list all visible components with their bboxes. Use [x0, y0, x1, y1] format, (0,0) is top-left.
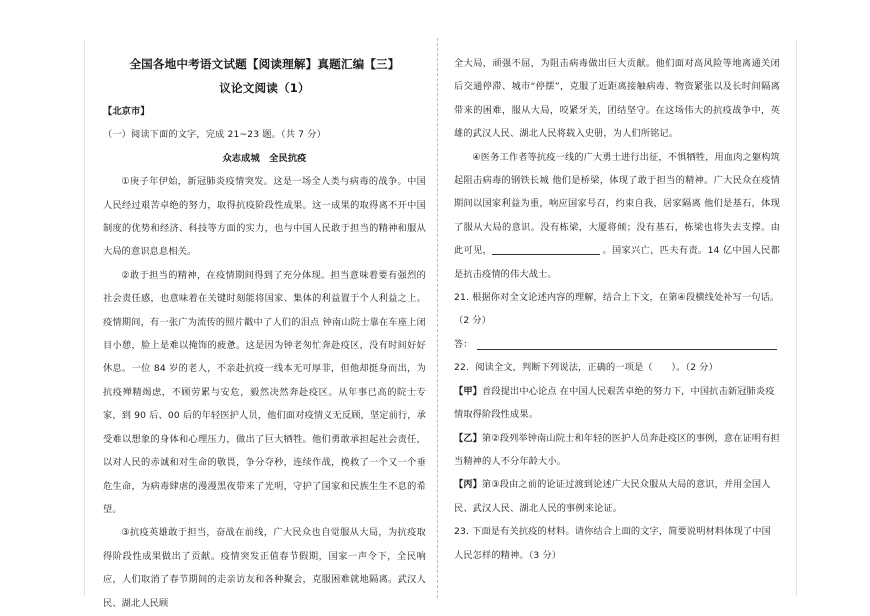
option-b — [454, 427, 780, 474]
answer-label: 答： — [454, 338, 473, 350]
paragraph-4-text: ④医务工作者等抗疫一线的广大勇士进行出征，不惧牺牲，用血肉之躯构筑起阻击病毒的钢铁长城 他们是桥梁，体现了敢于担当的精神。广大民众在疫情期间以国家利益为重，响应国家号召，约束自我，居家隔离 他们是基石，体现了服从大局的意识。没有栋梁，大厦将倾；没有基石，栋梁也将失去支撑。由此可见， — [454, 151, 780, 257]
left-binding-margin — [84, 40, 85, 595]
article-paragraph-3-continued: 全大局，顽强不屈，为阻击病毒做出巨大贡献。他们面对高风险等地离通关闭后交通停滞、城市“停摆”，克服了近距离接触病毒、物资紧张以及长时间隔离带来的困难，服从大局，咬紧牙关，团结坚守。在这场伟大的抗疫战争中，英雄的武汉人民、湖北人民将载入史册，为人们所铭记。 — [454, 58, 780, 140]
paragraph-4-ending: 。国家兴亡，匹夫有责。14 亿中国人民都是抗击疫情的伟大战士。 — [454, 245, 780, 280]
option-a-tag: 【甲】 — [454, 385, 483, 397]
option-b-tag: 【乙】 — [454, 432, 483, 444]
column-divider — [437, 38, 438, 598]
question-23: 23. 下面是有关抗疫的材料。请你结合上面的文字，简要说明材料体现了中国人民怎样的精神。（3 分） — [454, 526, 771, 561]
right-column — [454, 52, 780, 567]
left-column — [103, 52, 426, 615]
option-c-tag: 【丙】 — [454, 479, 483, 491]
document-subtitle: 议论文阅读（1） — [219, 81, 310, 95]
reading-instruction: （一）阅读下面的文字，完成 21~23 题。（共 7 分） — [103, 129, 326, 141]
article-paragraph-2: ②敢于担当的精神，在疫情期间得到了充分体现。担当意味着要有强烈的社会责任感，也意味着在关键时刻能将国家、集体的利益置于个人利益之上。疫情期间，有一张广为流传的照片戳中了人们的泪点 钟南山院士靠在车座上闭目小憩，脸上是难以掩饰的疲惫。这是因为钟老匆忙奔赴疫区，没有时间好好休息。一位 84 岁的老人，不亲赴抗疫一线本无可厚非，但他却挺身而出，为抗疫殚精竭虑，不顾劳累与安危，毅然决然奔赴疫区。从年事已高的院士专家，到 90 后、00 后的年轻医护人员，他们面对疫情义无反顾，坚定前行，承受难以想象的身体和心理压力，做出了巨大牺牲。他们勇敢承担起社会责任，以对人民的赤诚和对生命的敬畏，争分夺秒，连续作战，挽救了一个又一个垂危生命，为病毒肆虐的漫漫黑夜带来了光明，守护了国家和民族生生不息的希望。 — [103, 269, 426, 515]
right-binding-margin — [796, 40, 797, 595]
option-c — [454, 473, 780, 520]
article-paragraph-4 — [454, 146, 780, 286]
option-a — [454, 380, 780, 427]
document-title: 全国各地中考语文试题【阅读理解】真题汇编【三】 — [129, 57, 400, 71]
option-a-text: 首段提出中心论点 在中国人民艰苦卓绝的努力下，中国抗击新冠肺炎疫情取得阶段性成果。 — [454, 385, 775, 421]
answer-row — [454, 333, 780, 356]
option-b-text: 第②段列举钟南山院士和年轻的医护人员奔赴疫区的事例，意在证明有担当精神的人不分年龄大小。 — [454, 432, 780, 467]
question-22: 22．阅读全文，判断下列说法，正确的一项是（ ）。（2 分） — [454, 362, 718, 374]
article-paragraph-1: ①庚子年伊始，新冠肺炎疫情突发。这是一场全人类与病毒的战争。中国人民经过艰苦卓绝的努力，取得抗疫阶段性成果。这一成果的取得离不开中国制度的优势和经济、科技等方面的实力，也与中国人民敢于担当的精神和服从大局的意识息息相关。 — [103, 176, 426, 258]
answer-line[interactable] — [477, 336, 777, 350]
option-c-text: 第③段由之前的论证过渡到论述广大民众服从大局的意识，并用全国人民、武汉人民、湖北人民的事例来论证。 — [454, 479, 771, 514]
article-heading: 众志成城 全民抗疫 — [222, 152, 307, 164]
region-label: 【北京市】 — [103, 106, 150, 117]
fill-in-blank[interactable] — [492, 242, 600, 255]
article-paragraph-3: ③抗疫英雄敢于担当，奋战在前线，广大民众也自觉服从大局，为抗疫取得阶段性成果做出了贡献。疫情突发正值春节假期，国家一声令下，全民响应，人们取消了春节期间的走亲访友和各种聚会，克服困难就地隔离。武汉人民、湖北人民顾 — [103, 527, 426, 609]
question-21: 21. 根据你对全文论述内容的理解，结合上下文，在第④段横线处补写一句话。（2 分） — [454, 292, 780, 327]
